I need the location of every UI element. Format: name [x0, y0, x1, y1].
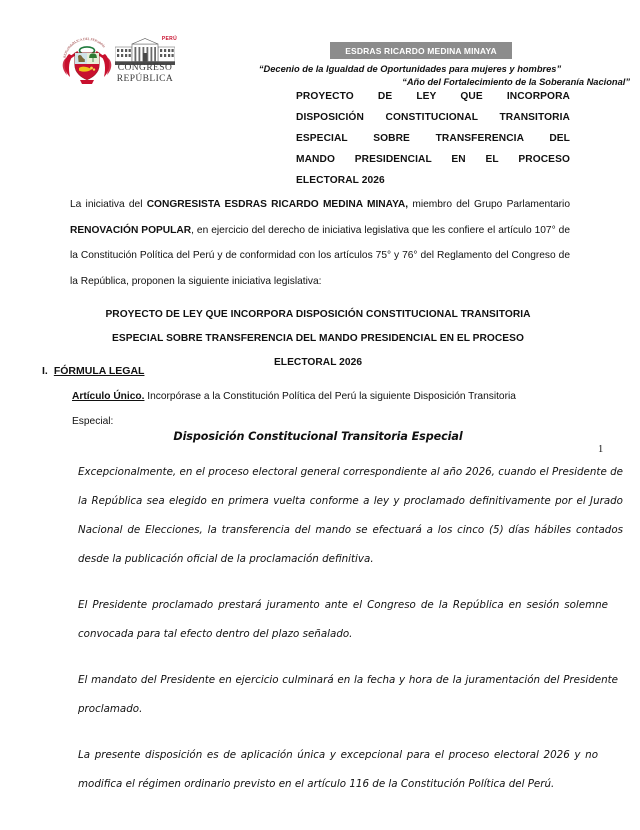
congreso-wordmark [111, 64, 179, 84]
congreso-line-2: REPÚBLICA [116, 73, 174, 84]
header-logos [58, 30, 183, 92]
title-line: MANDO PRESIDENCIAL EN EL PROCESO [296, 154, 570, 165]
intro-part-1: La iniciativa del [70, 199, 147, 210]
title-line: PROYECTO DE LEY QUE INCORPORA [296, 91, 570, 102]
articulo-unico-paragraph [72, 384, 542, 434]
svg-text:REP\u00daBLICA DEL PER\u00da: REP\u00daBLICA DEL PER\u00da [62, 36, 107, 59]
intro-part-2: miembro del Grupo Parlamentario [408, 199, 570, 210]
intro-bold-bancada: RENOVACIÓN POPULAR [70, 224, 192, 236]
title-line: DISPOSICIÓN CONSTITUCIONAL TRANSITORIA [296, 112, 570, 123]
provision-paragraph: La presente disposición es de aplicación única y excepcional para el proceso electoral 2026 y no modifica el régimen ordinario previsto en el artículo 116 de la Constitución Política del Perú. [78, 749, 598, 790]
provision-paragraph: Excepcionalmente, en el proceso electoral general correspondiente al año 2026, cuando el Presidente de la República sea elegido en primera vuelta conforme a ley y proclamado definitivamente por el Jurado Nacional de Elecciones, la transferencia del mando se efectuará a los cinco (5) días hábiles contados desde la publicación oficial de la proclamación definitiva. [78, 466, 623, 565]
peru-label: PERÚ [161, 36, 177, 42]
provision-paragraph: El mandato del Presidente en ejercicio culminará en la fecha y hora de la juramentación del Presidente proclamado. [78, 674, 618, 715]
introductory-paragraph [70, 192, 570, 294]
intro-bold-congresista: CONGRESISTA ESDRAS RICARDO MEDINA MINAYA, [146, 199, 409, 210]
centered-title-line-2: ESPECIAL SOBRE TRANSFERENCIA DEL MANDO PRESIDENCIAL EN EL PROCESO [112, 333, 524, 344]
slogan-line-2: “Año del Fortalecimiento de la Soberanía Nacional” [402, 77, 630, 87]
congreso-line-1: CONGRESO [117, 63, 173, 73]
centered-title-line-1: PROYECTO DE LEY QUE INCORPORA DISPOSICIÓN CONSTITUCIONAL TRANSITORIA [105, 309, 531, 320]
slogan-line-1: “Decenio de la Igualdad de Oportunidades para mujeres y hombres” [258, 64, 562, 74]
peru-coat-of-arms-icon [58, 32, 116, 90]
congress-building-icon [115, 38, 175, 65]
provision-paragraph: El Presidente proclamado prestará juramento ante el Congreso de la República en sesión solemne convocada para tal efecto dentro del plazo señalado. [78, 599, 608, 640]
section-number: I. [42, 365, 48, 377]
congreso-logo [111, 36, 179, 88]
centered-title-line-3: ELECTORAL 2026 [273, 357, 363, 368]
page-number: 1 [598, 444, 604, 455]
section-label: FÓRMULA LEGAL [53, 365, 145, 377]
provisions-block [78, 458, 638, 816]
articulo-unico-text: Incorpórase a la Constitución Política del Perú la siguiente Disposición Transitoria Especial: [72, 391, 516, 427]
intro-part-3: , en ejercicio del derecho de iniciativa legislativa que les confiere el artículo 107° de la Constitución Política del Perú y de conformidad con los artículos 75° y 76° del Reglamento del Congreso de la República, proponen la siguiente iniciativa legislativa: [70, 224, 570, 287]
title-line: ELECTORAL 2026 [296, 175, 385, 186]
section-heading-formula-legal [42, 365, 144, 377]
disposicion-heading: Disposición Constitucional Transitoria Especial [173, 430, 463, 443]
bill-title-header [296, 86, 570, 191]
articulo-unico-label: Artículo Único. [72, 391, 145, 402]
title-line: ESPECIAL SOBRE TRANSFERENCIA DEL [296, 133, 570, 144]
congressman-name-banner: ESDRAS RICARDO MEDINA MINAYA [330, 42, 512, 59]
